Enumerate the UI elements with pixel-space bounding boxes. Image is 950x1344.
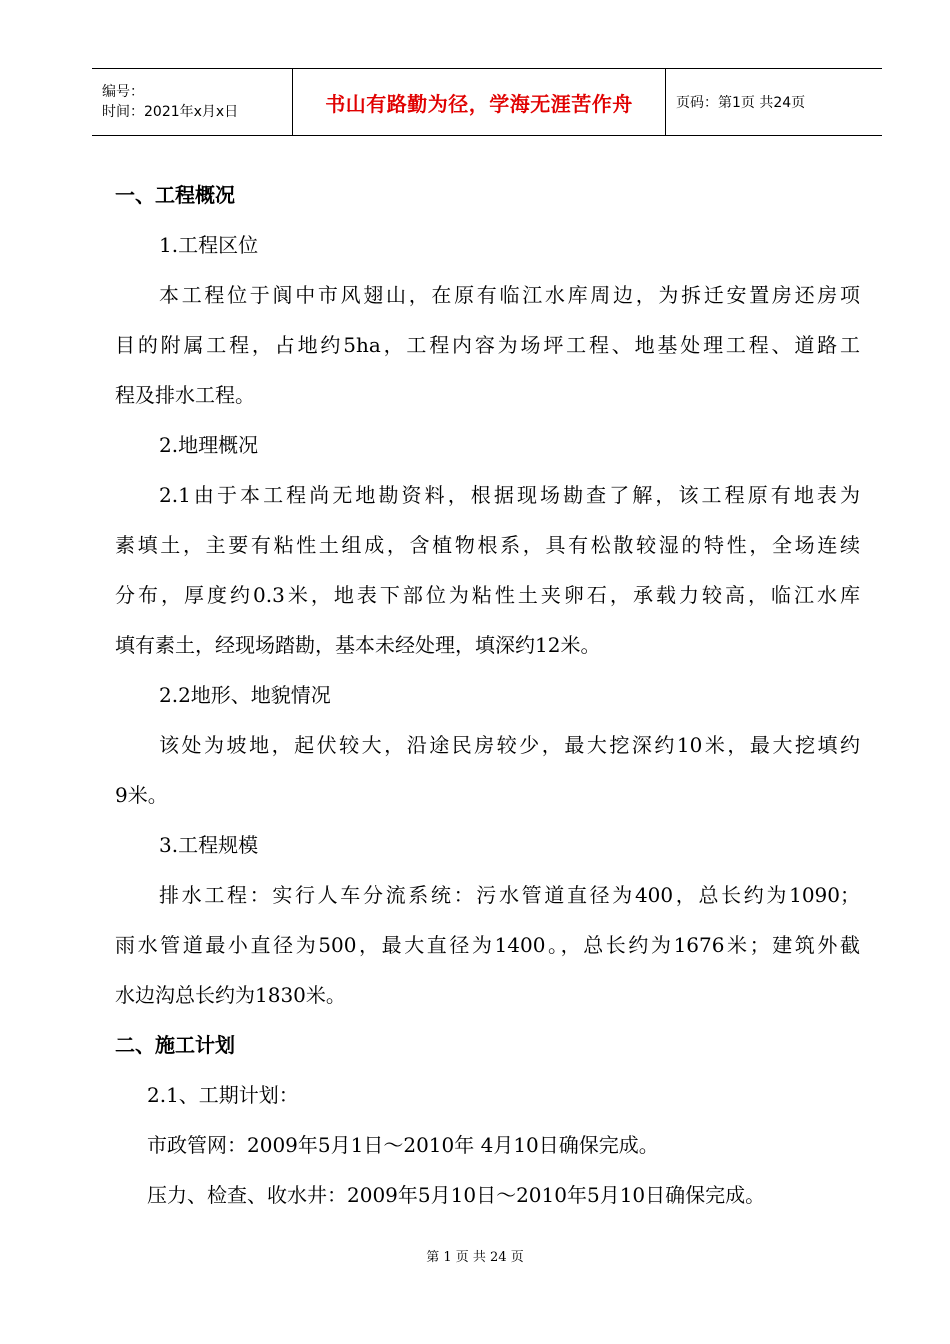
paragraph-line: 该处为坡地，起伏较大，沿途民房较少，最大挖深约10米，最大挖填约 bbox=[159, 733, 860, 757]
subheading-geography: 2.地理概况 bbox=[159, 433, 259, 457]
paragraph-line: 压力、检查、收水井：2009年5月10日～2010年5月10日确保完成。 bbox=[147, 1183, 766, 1207]
paragraph-line: 雨水管道最小直径为500，最大直径为1400。，总长约为1676米；建筑外截 bbox=[115, 933, 860, 957]
subheading-terrain: 2.2地形、地貌情况 bbox=[159, 683, 331, 707]
paragraph-line: 分布，厚度约0.3米，地表下部位为粘性土夹卵石，承载力较高，临江水库 bbox=[115, 583, 860, 607]
section-heading-overview: 一、工程概况 bbox=[115, 183, 235, 207]
subheading-location: 1.工程区位 bbox=[159, 233, 259, 257]
paragraph-line: 水边沟总长约为1830米。 bbox=[115, 983, 346, 1007]
document-number-label: 编号： bbox=[102, 84, 144, 100]
document-header bbox=[92, 68, 882, 136]
document-body bbox=[115, 170, 860, 1220]
paragraph-line: 9米。 bbox=[115, 783, 168, 807]
subheading-schedule: 2.1、工期计划： bbox=[147, 1083, 299, 1107]
section-heading-plan: 二、施工计划 bbox=[115, 1033, 235, 1057]
header-page-number: 页码：第1页 共24页 bbox=[676, 95, 806, 111]
page-footer: 第 1 页 共 24 页 bbox=[426, 1250, 524, 1265]
paragraph-line: 素填土，主要有粘性土组成，含植物根系，具有松散较湿的特性，全场连续 bbox=[115, 533, 860, 557]
header-meta-cell bbox=[92, 69, 293, 135]
paragraph-line: 2.1由于本工程尚无地勘资料，根据现场勘查了解，该工程原有地表为 bbox=[159, 483, 860, 507]
paragraph-line: 目的附属工程，占地约5ha，工程内容为场坪工程、地基处理工程、道路工 bbox=[115, 333, 860, 357]
paragraph-line: 程及排水工程。 bbox=[115, 383, 255, 407]
paragraph-line: 排水工程：实行人车分流系统：污水管道直径为400，总长约为1090； bbox=[159, 883, 860, 907]
paragraph-line: 填有素土，经现场踏勘，基本未经处理，填深约12米。 bbox=[115, 633, 601, 657]
paragraph-line: 市政管网：2009年5月1日～2010年 4月10日确保完成。 bbox=[147, 1133, 659, 1157]
document-time-label: 时间：2021年x月x日 bbox=[102, 104, 239, 120]
paragraph-line: 本工程位于阆中市风翅山，在原有临江水库周边，为拆迁安置房还房项 bbox=[159, 283, 860, 307]
header-motto: 书山有路勤为径，学海无涯苦作舟 bbox=[293, 69, 666, 135]
subheading-scale: 3.工程规模 bbox=[159, 833, 259, 857]
